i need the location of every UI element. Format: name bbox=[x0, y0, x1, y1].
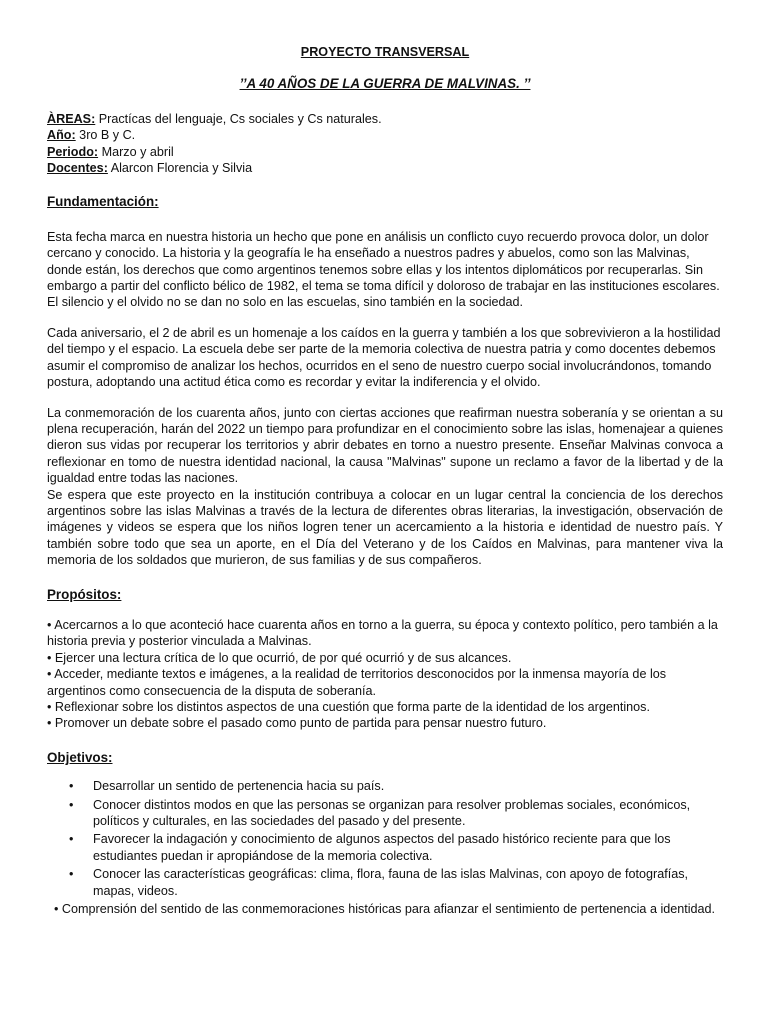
list-item: • Comprensión del sentido de las conmemoraciones históricas para afianzar el sentimiento de pertenencia a identidad. bbox=[47, 902, 716, 917]
propositos-heading: Propósitos: bbox=[47, 586, 122, 602]
bullet-icon: • bbox=[69, 832, 74, 847]
fundamentacion-paragraph-4: Se espera que este proyecto en la institución contribuya a colocar en un lugar central la conciencia de los derechos argentinos sobre las islas Malvinas a través de la lectura de diferentes obras literarias, la investigación, observación de imágenes y videos se espera que los niños logren tener un acercamiento a la historia e identidad de nuestro país. Y también sobre todo que sea un aporte, en el Día del Veterano y de los Caídos en Malvinas, para mantener viva la memoria de los soldados que murieron, de sus familias y de sus compañeros. bbox=[47, 487, 723, 568]
fundamentacion-heading: Fundamentación: bbox=[47, 194, 159, 210]
meta-docentes-label: Docentes: bbox=[47, 161, 108, 176]
list-item-text: Conocer distintos modos en que las personas se organizan para resolver problemas sociales, económicos, políticos y culturales, en las sociedades del pasado y del presente. bbox=[93, 797, 691, 829]
meta-docentes-value: Alarcon Florencia y Silvia bbox=[107, 161, 253, 176]
document-subtitle: ’’A 40 AÑOS DE LA GUERRA DE MALVINAS. ’’ bbox=[239, 76, 531, 92]
list-item: • Promover un debate sobre el pasado como punto de partida para pensar nuestro futuro. bbox=[47, 716, 547, 731]
meta-areas bbox=[47, 111, 723, 127]
bullet-icon: • bbox=[69, 867, 74, 882]
meta-areas-value: Practícas del lenguaje, Cs sociales y Cs naturales. bbox=[95, 111, 382, 126]
list-item bbox=[47, 831, 723, 864]
list-item: • Ejercer una lectura crítica de lo que ocurrió, de por qué ocurrió y de sus alcances. bbox=[47, 650, 512, 665]
propositos-list bbox=[47, 617, 723, 732]
list-item: • Acceder, mediante textos e imágenes, a la realidad de territorios desconocidos por la inmensa mayoría de los argentinos como consecuencia de la disputa de soberanía. bbox=[47, 667, 667, 698]
document-title: PROYECTO TRANSVERSAL bbox=[300, 45, 470, 59]
list-item bbox=[47, 866, 723, 899]
document-page bbox=[47, 34, 723, 919]
project-meta bbox=[47, 111, 723, 177]
meta-periodo-value: Marzo y abril bbox=[98, 144, 174, 159]
meta-anio-value: 3ro B y C. bbox=[75, 128, 136, 143]
list-item-text: Favorecer la indagación y conocimiento de algunos aspectos del pasado histórico reciente para que los estudiantes puedan ir apropiándose de la memoria colectiva. bbox=[93, 832, 671, 863]
bullet-icon: • bbox=[69, 797, 74, 812]
list-item bbox=[47, 778, 723, 794]
bullet-icon: • bbox=[69, 779, 74, 794]
fundamentacion-paragraph-2: Cada aniversario, el 2 de abril es un homenaje a los caídos en la guerra y también a los que sobrevivieron a la hostilidad del tiempo y el espacio. La escuela debe ser parte de la memoria colectiva de nuestra patria y como docentes debemos asumir el compromiso de analizar los hechos, ocurridos en el seno de nuestro cuerpo social involucrándonos, tomando postura, adoptando una actitud ética como es recordar y evitar la indiferencia y el olvido. bbox=[47, 325, 721, 390]
list-item-text: Desarrollar un sentido de pertenencia hacia su país. bbox=[93, 779, 385, 794]
objetivos-heading: Objetivos: bbox=[47, 749, 113, 765]
meta-docentes bbox=[47, 160, 723, 176]
fundamentacion-paragraph-3: La conmemoración de los cuarenta años, junto con ciertas acciones que reafirman nuestra soberanía y se orientan a su plena recuperación, harán del 2022 un tiempo para profundizar en el conocimiento sobre las islas, homenajear a quienes dieron sus vidas por recuperar los territorios y abrir debates en torno a nuestro presente. Enseñar Malvinas convoca a reflexionar en tomo de nuestra identidad nacional, la causa "Malvinas" supone un reclamo a favor de la libertad y de la igualdad entre todas las naciones. bbox=[47, 405, 723, 486]
objetivos-list bbox=[47, 778, 723, 917]
list-item: • Reflexionar sobre los distintos aspectos de una cuestión que forma parte de la identidad de los argentinos. bbox=[47, 700, 650, 714]
meta-anio-label: Año: bbox=[47, 128, 76, 143]
list-item: • Acercarnos a lo que aconteció hace cuarenta años en torno a la guerra, su época y contexto político, pero también a la historia previa y posterior vinculada a Malvinas. bbox=[47, 617, 718, 649]
meta-periodo bbox=[47, 144, 723, 160]
list-item-text: Conocer las características geográficas: clima, flora, fauna de las islas Malvinas, con apoyo de fotografías, mapas, videos. bbox=[93, 867, 688, 898]
list-item bbox=[47, 797, 723, 830]
meta-areas-label: ÀREAS: bbox=[47, 111, 96, 126]
meta-periodo-label: Periodo: bbox=[47, 144, 99, 159]
meta-anio bbox=[47, 127, 723, 143]
fundamentacion-paragraph-1: Esta fecha marca en nuestra historia un hecho que pone en análisis un conflicto cuyo recuerdo provoca dolor, un dolor cercano y conocido. La historia y la geografía le ha enseñado a nuestros padres y abuelos, como son las Malvinas, donde están, los derechos que como argentinos tenemos sobre ellas y los intentos diplomáticos por recuperarlas. Sin embargo a partir del conflicto bélico de 1982, el tema se toma difícil y doloroso de trabajar en las instituciones escolares. El silencio y el olvido no se dan no solo en las escuelas, sino también en la sociedad. bbox=[47, 229, 720, 310]
